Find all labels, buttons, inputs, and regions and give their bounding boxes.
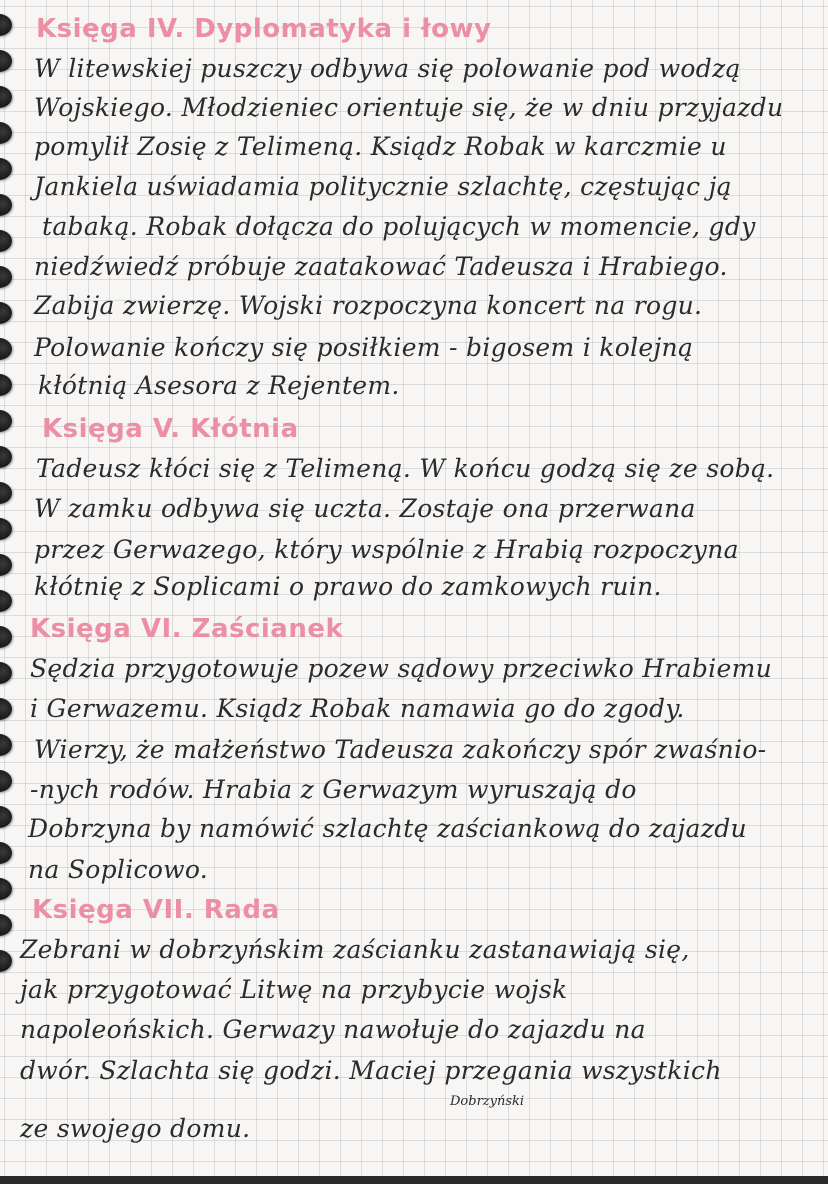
book-7-line: napoleońskich. Gerwazy nawołuje do zajazdu na [20, 1015, 646, 1044]
insertion-note: Dobrzyński [450, 1094, 525, 1109]
book-6-line: na Soplicowo. [28, 855, 209, 884]
book-4-line: pomylił Zosię z Telimeną. Ksiądz Robak w karczmie u [34, 132, 727, 161]
book-5-line: kłótnię z Soplicami o prawo do zamkowych ruin. [34, 572, 662, 601]
book-5-line: Tadeusz kłóci się z Telimeną. W końcu godzą się ze sobą. [36, 454, 775, 483]
book-4-line: kłótnią Asesora z Rejentem. [38, 371, 400, 400]
book-7-line: jak przygotować Litwę na przybycie wojsk [20, 975, 568, 1004]
book-4-line: Zabija zwierzę. Wojski rozpoczyna koncert na rogu. [34, 291, 703, 320]
book-5-line: W zamku odbywa się uczta. Zostaje ona przerwana [34, 494, 696, 523]
book-4-line: tabaką. Robak dołącza do polujących w momencie, gdy [42, 212, 756, 241]
book-4-line: W litewskiej puszczy odbywa się polowanie pod wodzą [34, 54, 741, 83]
book-5-heading: Księga V. Kłótnia [42, 414, 299, 444]
book-6-line: i Gerwazemu. Ksiądz Robak namawia go do zgody. [30, 694, 685, 723]
book-6-line: Wierzy, że małżeństwo Tadeusza zakończy spór zwaśnio- [34, 735, 767, 764]
book-6-line: Sędzia przygotowuje pozew sądowy przeciwko Hrabiemu [30, 654, 772, 683]
book-5-line: przez Gerwazego, który wspólnie z Hrabią rozpoczyna [34, 535, 739, 564]
book-6-heading: Księga VI. Zaścianek [30, 614, 344, 644]
book-7-line: dwór. Szlachta się godzi. Maciej przegania wszystkich [20, 1056, 722, 1085]
book-6-line: Dobrzyna by namówić szlachtę zaściankową do zajazdu [28, 814, 747, 843]
page-bottom-edge [0, 1176, 828, 1184]
book-7-line: Zebrani w dobrzyńskim zaścianku zastanawiają się, [20, 935, 690, 964]
book-7-heading: Księga VII. Rada [32, 895, 280, 925]
book-7-line: ze swojego domu. [20, 1114, 251, 1143]
book-6-line: -nych rodów. Hrabia z Gerwazym wyruszają do [30, 775, 637, 804]
book-4-line: Polowanie kończy się posiłkiem - bigosem i kolejną [34, 333, 694, 362]
book-4-heading: Księga IV. Dyplomatyka i łowy [36, 14, 492, 44]
book-4-line: niedźwiedź próbuje zaatakować Tadeusza i Hrabiego. [34, 252, 728, 281]
book-4-line: Jankiela uświadamia politycznie szlachtę, częstując ją [34, 172, 732, 201]
book-4-line: Wojskiego. Młodzieniec orientuje się, że w dniu przyjazdu [34, 93, 784, 122]
